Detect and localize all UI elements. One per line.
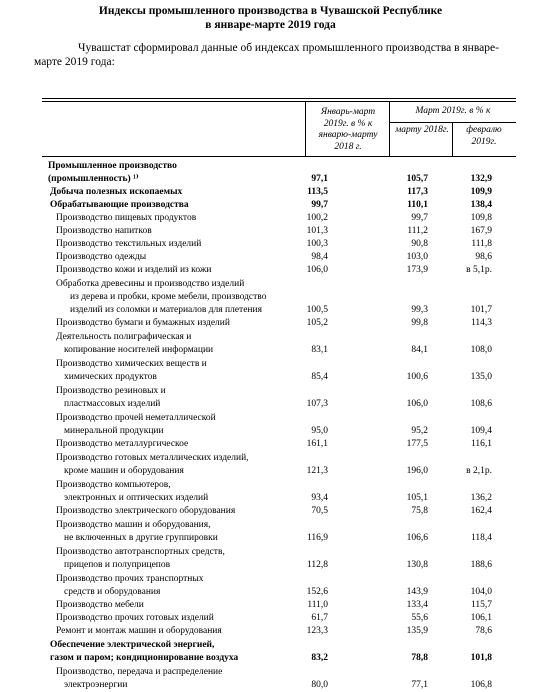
value-march-vs-march: 100,6 [406,372,428,382]
value-jan-mar: 98,4 [311,252,328,262]
row-label: Производство кожи и изделий из кожи [56,265,212,275]
value-jan-mar: 116,9 [306,533,328,543]
value-jan-mar: 123,3 [306,626,328,636]
value-march-vs-feb: 109,8 [470,213,492,223]
value-jan-mar: 113,5 [307,187,328,197]
value-jan-mar: 161,1 [306,439,328,449]
value-march-vs-feb: 109,4 [470,426,492,436]
value-march-vs-feb: 111,8 [471,239,492,249]
row-label: Производство машин и оборудования, [56,520,211,530]
row-label: кроме машин и оборудования [64,466,184,476]
row-label: не включенных в другие группировки [64,533,218,543]
value-march-vs-march: 105,1 [406,493,428,503]
value-march-vs-march: 117,3 [407,187,428,197]
value-march-vs-march: 173,9 [406,265,428,275]
row-label: химических продуктов [64,372,157,382]
value-march-vs-feb: 167,9 [470,226,492,236]
row-label: изделий из соломки и материалов для плетения [70,305,262,315]
value-march-vs-feb: в 5,1р. [466,265,492,275]
value-march-vs-feb: 108,6 [470,399,492,409]
value-march-vs-feb: 101,8 [470,653,492,663]
value-march-vs-march: 106,6 [406,533,428,543]
row-label: Производство прочих транспортных [56,574,204,584]
header-col-february: февралю 2019г. [466,125,502,147]
row-label: Производство одежды [56,252,147,262]
value-march-vs-feb: 162,4 [470,506,492,516]
value-jan-mar: 80,0 [311,680,328,690]
header-col-march: марту 2018г. [395,125,449,135]
row-label: Производство компьютеров, [56,480,171,490]
value-march-vs-march: 95,2 [411,426,428,436]
value-jan-mar: 83,1 [311,345,328,355]
value-march-vs-march: 103,0 [406,252,428,262]
intro-paragraph: Чувашстат сформировал данные об индексах промышленного производства в январе-марте 2019 года: [34,42,499,68]
row-label: электронных и оптических изделий [64,493,209,503]
value-march-vs-march: 111,2 [407,226,428,236]
value-march-vs-feb: 106,1 [470,613,492,623]
value-jan-mar: 97,1 [311,174,328,184]
value-march-vs-march: 106,0 [406,399,428,409]
value-jan-mar: 95,0 [311,426,328,436]
row-label: копирование носителей информации [64,345,214,355]
value-march-vs-march: 110,1 [407,200,428,210]
value-march-vs-feb: 132,9 [470,174,492,184]
col-divider-1 [305,101,306,156]
row-label: Обработка древесины и производство изделий [56,279,245,289]
row-label: Производство металлургическое [56,439,189,449]
value-jan-mar: 105,2 [306,318,328,328]
row-label: Производство мебели [56,600,144,610]
value-march-vs-march: 135,9 [406,626,428,636]
value-march-vs-march: 77,1 [411,680,428,690]
value-jan-mar: 85,4 [311,372,328,382]
value-jan-mar: 121,3 [306,466,328,476]
row-label: пластмассовых изделий [64,399,161,409]
value-jan-mar: 70,5 [311,506,328,516]
value-march-vs-feb: 98,6 [475,252,492,262]
row-label: Производство пищевых продуктов [56,213,197,223]
value-march-vs-feb: 136,2 [470,493,492,503]
value-jan-mar: 106,0 [306,265,328,275]
value-march-vs-feb: 108,0 [470,345,492,355]
header-bottom-rule [42,156,516,157]
row-label: Промышленное производство [48,161,177,171]
row-label: Производство прочих готовых изделий [56,613,214,623]
row-label: электроэнергии [64,680,128,690]
value-march-vs-march: 78,8 [411,653,428,663]
row-label: Производство готовых металлических изделий, [56,453,249,463]
value-march-vs-feb: 104,0 [470,587,492,597]
row-label: Обеспечение электрической энергией, [50,640,215,650]
value-march-vs-feb: 135,0 [470,372,492,382]
page-title: Индексы промышленного производства в Чувашской Республике [98,5,443,17]
header-col-jan-mar: Январь-март 2019г. в % к январю-марту 2018 г. [318,107,378,152]
row-label: Обрабатывающие производства [50,200,189,210]
header-group-march: Март 2019г. в % к [415,106,491,116]
value-jan-mar: 100,5 [306,305,328,315]
value-march-vs-feb: 78,6 [475,626,492,636]
col-divider-2 [389,101,390,156]
value-march-vs-feb: в 2,1р. [466,466,492,476]
value-jan-mar: 112,8 [306,560,328,570]
row-label: Производство химических веществ и [56,359,207,369]
value-march-vs-feb: 188,6 [470,560,492,570]
value-march-vs-march: 177,5 [406,439,428,449]
row-label: Производство электрического оборудования [56,506,236,516]
row-label: Производство, передача и распределение [56,667,223,677]
value-jan-mar: 93,4 [311,493,328,503]
value-march-vs-march: 130,8 [406,560,428,570]
row-label: средств и оборудования [64,587,161,597]
value-march-vs-feb: 109,9 [470,187,492,197]
table-top-rule-2 [42,101,516,102]
value-march-vs-march: 99,3 [411,305,428,315]
value-jan-mar: 152,6 [306,587,328,597]
row-label: Производство бумаги и бумажных изделий [56,318,230,328]
value-jan-mar: 100,2 [306,213,328,223]
value-march-vs-feb: 118,4 [470,533,492,543]
row-label: Ремонт и монтаж машин и оборудования [56,626,222,636]
row-label: (промышленность) ¹⁾ [48,174,139,184]
row-label: минеральной продукции [64,426,164,436]
row-label: прицепов и полуприцепов [64,560,171,570]
row-label: Производство резиновых и [56,386,166,396]
value-march-vs-march: 196,0 [406,466,428,476]
value-march-vs-march: 75,8 [411,506,428,516]
value-march-vs-march: 143,9 [406,587,428,597]
row-label: Деятельность полиграфическая и [56,332,192,342]
value-march-vs-march: 84,1 [411,345,428,355]
row-label: Добыча полезных ископаемых [50,187,183,197]
value-march-vs-march: 90,8 [411,239,428,249]
value-march-vs-feb: 116,1 [470,439,492,449]
value-jan-mar: 99,7 [311,200,328,210]
value-jan-mar: 61,7 [311,613,328,623]
row-label: Производство автотранспортных средств, [56,547,225,557]
value-jan-mar: 100,3 [306,239,328,249]
page-subtitle: в январе-марте 2019 года [205,19,336,31]
value-jan-mar: 111,0 [307,600,328,610]
value-march-vs-march: 133,4 [406,600,428,610]
row-label: Производство текстильных изделий [56,239,202,249]
row-label: из дерева и пробки, кроме мебели, производство [70,292,267,302]
table-top-rule [42,98,516,99]
value-march-vs-march: 105,7 [406,174,428,184]
col-divider-3 [452,122,453,156]
value-jan-mar: 101,3 [306,226,328,236]
value-march-vs-march: 99,7 [411,213,428,223]
value-march-vs-feb: 114,3 [470,318,492,328]
value-march-vs-march: 99,8 [411,318,428,328]
row-label: Производство напитков [56,226,152,236]
value-march-vs-feb: 115,7 [470,600,492,610]
value-march-vs-march: 55,6 [411,613,428,623]
value-march-vs-feb: 101,7 [470,305,492,315]
value-march-vs-feb: 138,4 [470,200,492,210]
value-jan-mar: 107,3 [306,399,328,409]
value-jan-mar: 83,2 [311,653,328,663]
row-label: Производство прочей неметаллической [56,413,216,423]
value-march-vs-feb: 106,8 [470,680,492,690]
row-label: газом и паром; кондиционирование воздуха [50,653,239,663]
